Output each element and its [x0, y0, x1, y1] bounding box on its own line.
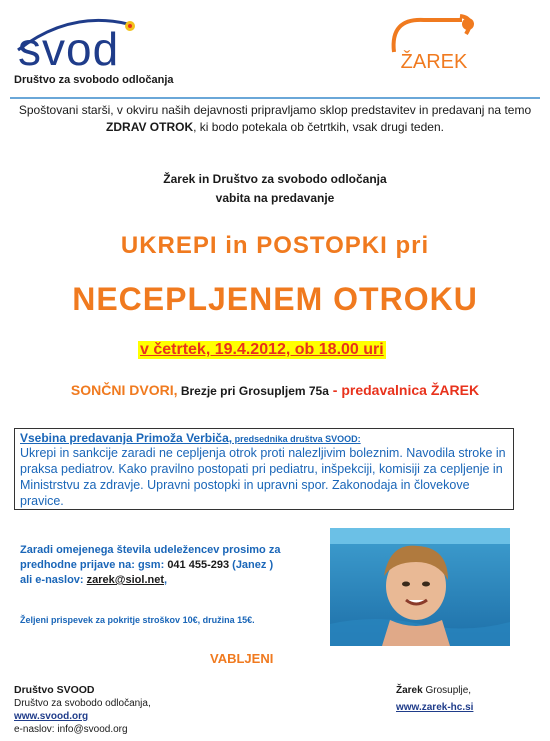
- footer-zarek-web-link[interactable]: www.zarek-hc.si: [396, 702, 474, 713]
- venue-room: predavalnica ŽAREK: [341, 382, 480, 398]
- footer-zarek-place: Grosuplje,: [422, 685, 472, 696]
- svod-tagline: Društvo za svobodo odločanja: [14, 74, 174, 86]
- footer-svood-desc: Društvo za svobodo odločanja,: [14, 698, 151, 709]
- registration-line3-end: ,: [164, 574, 168, 586]
- zarek-logo: [384, 12, 484, 76]
- venue-name: SONČNI DVORI,: [70, 382, 178, 398]
- footer-zarek-org: Žarek: [396, 685, 423, 696]
- intro-part2: , ki bodo potekala ob četrtkih, vsak drugi teden.: [193, 120, 444, 134]
- lecture-title-line2: NECEPLJENEM OTROKU: [72, 281, 478, 317]
- phone-number: 041 455-293: [167, 559, 230, 571]
- intro-paragraph: [18, 102, 532, 136]
- registration-email-link[interactable]: zarek@siol.net: [86, 574, 165, 586]
- header-separator: [10, 97, 540, 99]
- footer-svood-web-link[interactable]: www.svood.org: [14, 711, 89, 722]
- footer-zarek: [396, 684, 473, 714]
- registration-info: [20, 543, 320, 588]
- invitation-line1: Žarek in Društvo za svobodo odločanja: [163, 172, 387, 186]
- invitation: [0, 170, 550, 208]
- venue-address: Brezje pri Grosupljem 75a: [177, 384, 329, 398]
- phone-note: (Janez ): [229, 559, 274, 571]
- registration-line2: predhodne prijave na: gsm:: [20, 559, 168, 571]
- child-photo: [330, 528, 510, 646]
- content-body: Ukrepi in sankcije zaradi ne cepljenja otrok proti nalezljivim boleznim. Navodila stroke in praksa pediatrov. Kako pravilno postopati pri pediatru, inšpekciji, komisiji za cepljenje in Ministrstvu za zdravje. Upravni postopki in upravni spor. Zakonodaja in človekove pravice.: [20, 446, 506, 508]
- footer-svood-email[interactable]: e-naslov: info@svood.org: [14, 724, 128, 735]
- svod-logo-text: svod: [18, 23, 120, 75]
- lecture-title-line1: UKREPI in POSTOPKI pri: [120, 232, 430, 259]
- content-heading-small: predsednika društva SVOOD:: [232, 434, 361, 444]
- invitation-line2: vabita na predavanje: [215, 191, 335, 205]
- contribution-note: Željeni prispevek za pokritje stroškov 10€, družina 15€.: [20, 615, 255, 625]
- event-venue: [0, 382, 550, 398]
- venue-separator: -: [328, 382, 342, 398]
- content-heading-main: Vsebina predavanja Primoža Verbiča,: [20, 431, 233, 445]
- registration-line3: ali e-naslov:: [20, 574, 87, 586]
- closing-invite: VABLJENI: [210, 651, 274, 666]
- intro-part1: Spoštovani starši, v okviru naših dejavnosti pripravljamo sklop predstavitev in predavanj na temo: [18, 103, 532, 117]
- intro-topic: ZDRAV OTROK: [106, 120, 194, 134]
- content-heading: [20, 431, 508, 445]
- footer-svood: [14, 684, 151, 736]
- lecture-content-box: [14, 428, 514, 510]
- zarek-logo-text: ŽAREK: [400, 51, 468, 73]
- footer-svood-org: Društvo SVOOD: [14, 684, 95, 696]
- registration-line1: Zaradi omejenega števila udeležencev prosimo za: [20, 544, 281, 556]
- event-date: v četrtek, 19.4.2012, ob 18.00 uri: [140, 341, 384, 358]
